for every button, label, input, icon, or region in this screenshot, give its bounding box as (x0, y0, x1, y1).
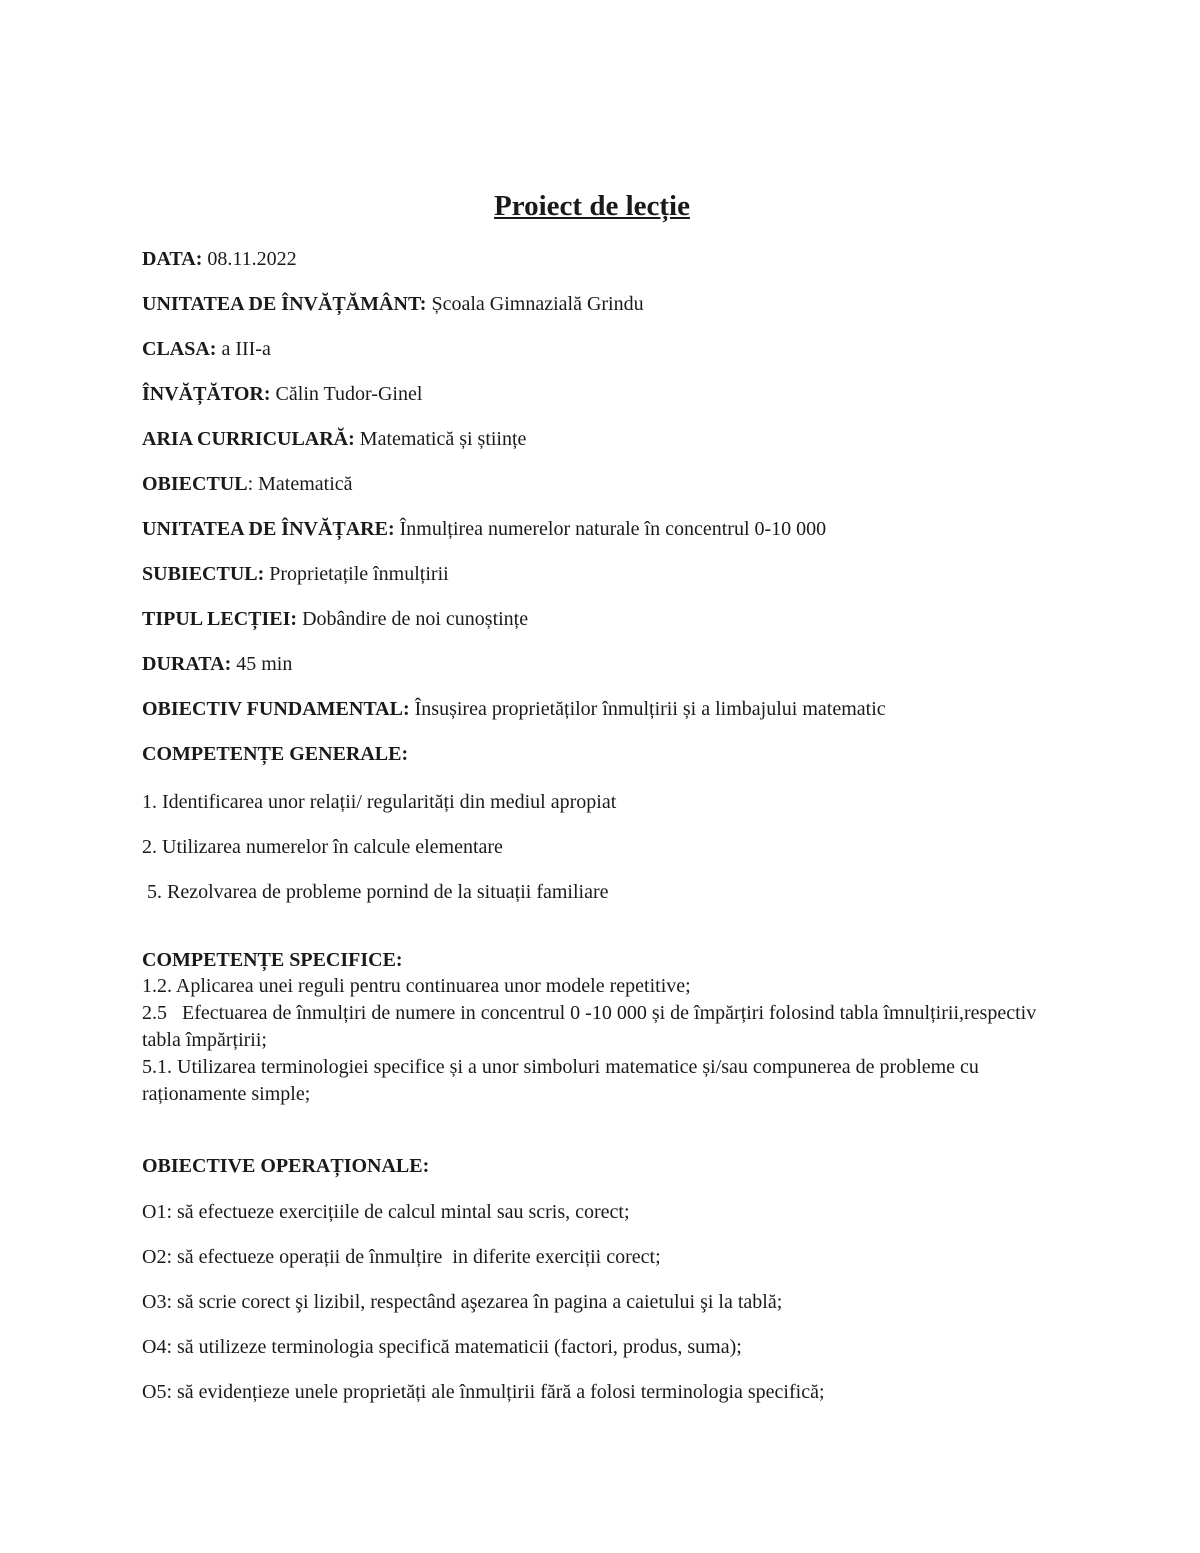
field-value: Școala Gimnazială Grindu (426, 293, 644, 315)
competenta-generala-item: 1. Identificarea unor relații/ regularități din mediul apropiat (142, 791, 617, 813)
field-label: ÎNVĂȚĂTOR: (142, 383, 271, 405)
field-label: TIPUL LECȚIEI: (142, 608, 298, 630)
competenta-specifica-item: 5.1. Utilizarea terminologiei specifice și a unor simboluri matematice și/sau compunerea de probleme cu raționamente simple; (142, 1056, 979, 1105)
field-value: a III-a (216, 338, 271, 360)
field-clasa (142, 336, 1042, 362)
field-value: Însușirea proprietăților înmulțirii și a limbajului matematic (409, 698, 886, 720)
field-invatator (142, 381, 1042, 407)
field-label: DATA: (142, 248, 203, 270)
competenta-specifica-item: 2.5 Efectuarea de înmulțiri de numere in concentrul 0 -10 000 și de împărțiri folosind tabla îmnulțirii,respectiv tabla împărțirii; (142, 1002, 1042, 1051)
field-value: Matematică și științe (354, 428, 527, 450)
field-value: Dobândire de noi cunoștințe (297, 608, 529, 630)
field-label: UNITATEA DE ÎNVĂȚARE: (142, 518, 395, 540)
field-value: Călin Tudor-Ginel (270, 383, 423, 405)
field-data (142, 246, 1042, 272)
field-label: UNITATEA DE ÎNVĂȚĂMÂNT: (142, 293, 427, 315)
field-label: DURATA: (142, 653, 232, 675)
field-value: : Matematică (247, 473, 353, 495)
field-unitatea-de-invatamant (142, 291, 1042, 317)
field-value: 45 min (231, 653, 293, 675)
field-label: ARIA CURRICULARĂ: (142, 428, 355, 450)
field-unitatea-de-invatare (142, 516, 1042, 542)
field-label: OBIECTIV FUNDAMENTAL: (142, 698, 410, 720)
field-value: Proprietațile înmulțirii (264, 563, 449, 585)
obiectiv-operational-item: O4: să utilizeze terminologia specifică matematicii (factori, produs, suma); (142, 1336, 742, 1358)
obiectiv-operational-item: O3: să scrie corect şi lizibil, respectând aşezarea în pagina a caietului şi la tablă; (142, 1291, 783, 1313)
field-obiectiv-fundamental (142, 696, 1042, 722)
obiectiv-operational-item: O5: să evidențieze unele proprietăți ale înmulțirii fără a folosi terminologia specifică; (142, 1381, 825, 1403)
field-label: SUBIECTUL: (142, 563, 265, 585)
competente-generale-heading: COMPETENȚE GENERALE: (142, 743, 409, 765)
field-value: 08.11.2022 (202, 248, 297, 270)
competenta-specifica-item: 1.2. Aplicarea unei reguli pentru continuarea unor modele repetitive; (142, 975, 691, 997)
field-tipul-lectiei (142, 606, 1042, 632)
competente-specifice-heading: COMPETENȚE SPECIFICE: (142, 949, 403, 971)
field-subiectul (142, 561, 1042, 587)
document-title: Proiect de lecție (494, 190, 690, 222)
field-value: Înmulțirea numerelor naturale în concentrul 0-10 000 (394, 518, 827, 540)
obiectiv-operational-item: O1: să efectueze exercițiile de calcul mintal sau scris, corect; (142, 1201, 630, 1223)
field-aria-curriculara (142, 426, 1042, 452)
competenta-generala-item: 2. Utilizarea numerelor în calcule elementare (142, 836, 503, 858)
obiective-operationale-heading: OBIECTIVE OPERAȚIONALE: (142, 1155, 430, 1177)
field-obiectul (142, 471, 1042, 497)
obiectiv-operational-item: O2: să efectueze operații de înmulțire in diferite exerciții corect; (142, 1246, 661, 1268)
document-page (142, 186, 1042, 1424)
field-label: CLASA: (142, 338, 217, 360)
field-durata (142, 651, 1042, 677)
field-label: OBIECTUL (142, 473, 248, 495)
competenta-generala-item: 5. Rezolvarea de probleme pornind de la situații familiare (142, 881, 609, 903)
competente-specifice-section (142, 947, 1042, 1108)
